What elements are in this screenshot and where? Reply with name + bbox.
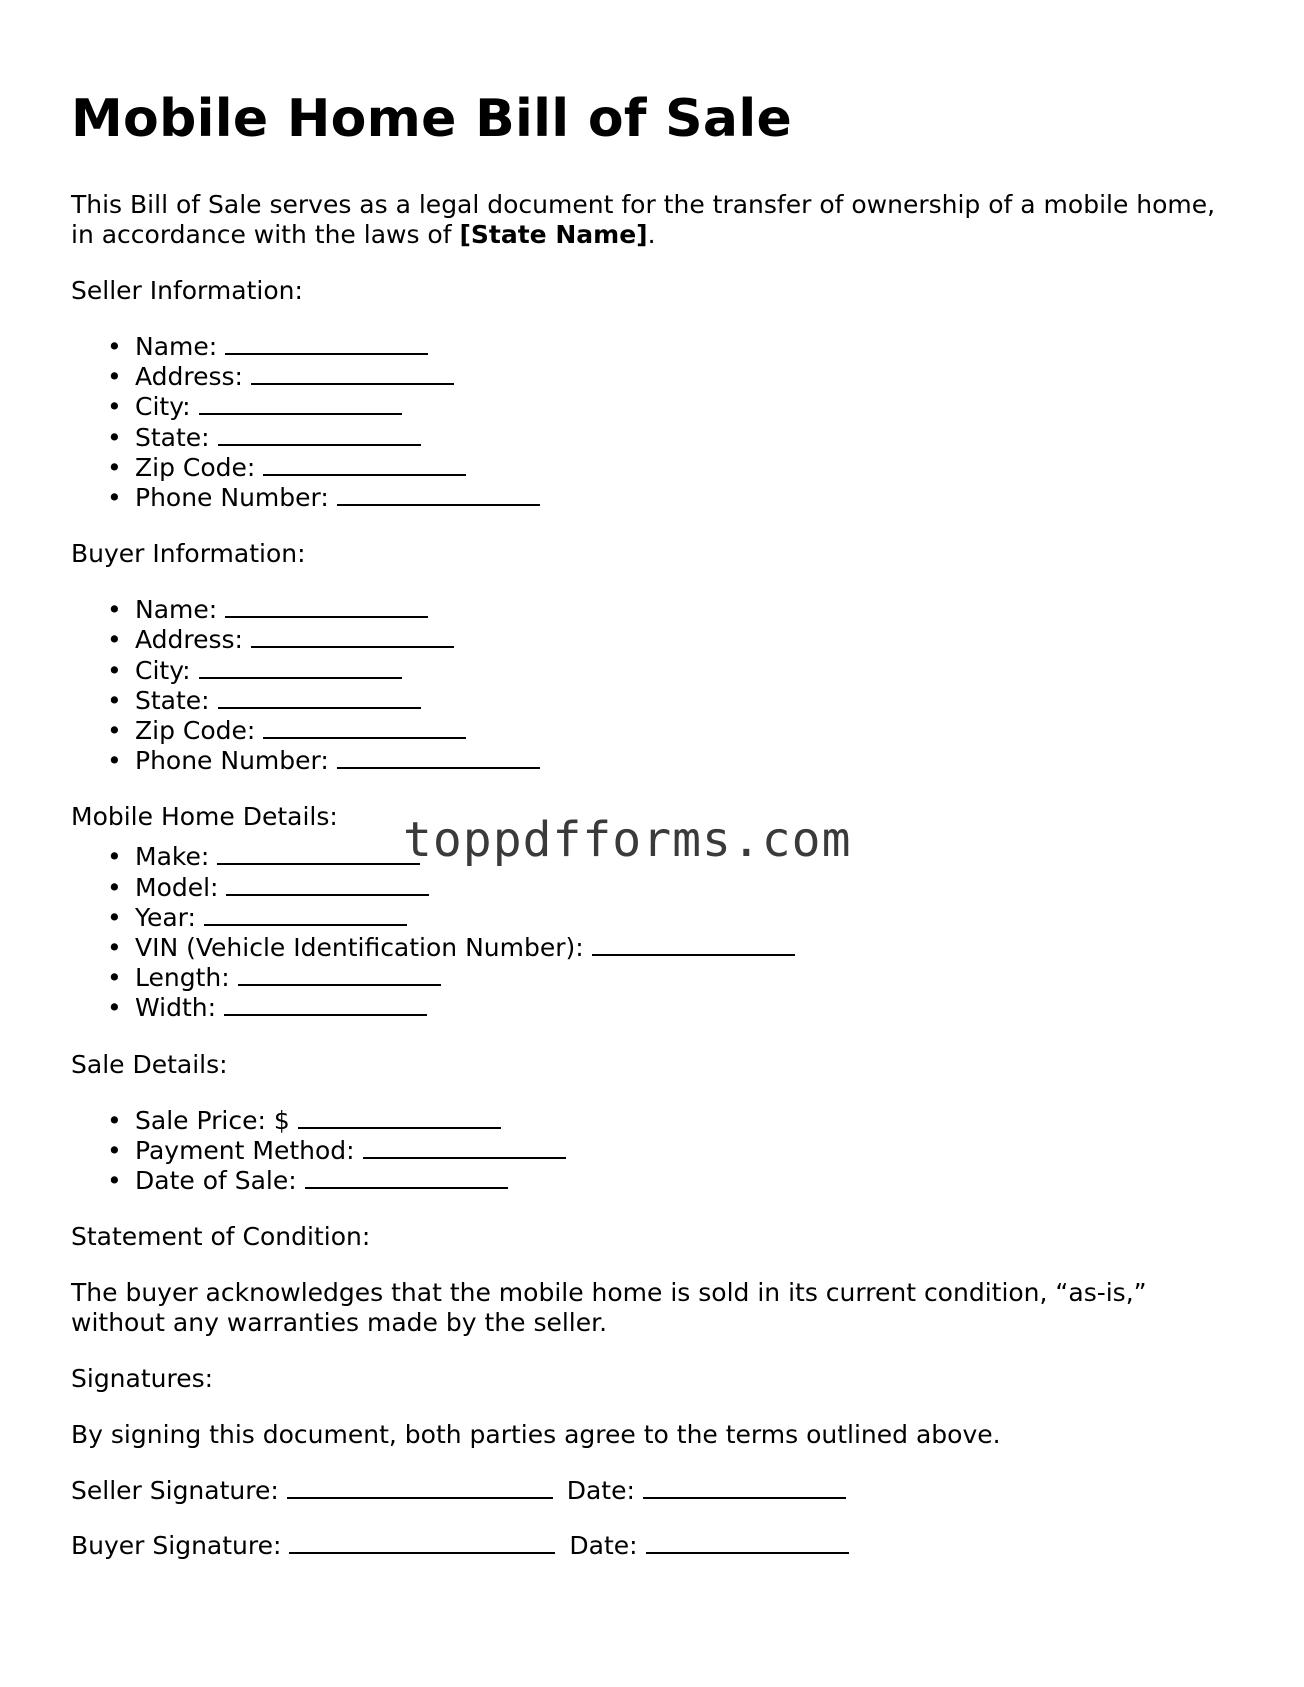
blank-line[interactable] [363, 1139, 566, 1159]
list-item: • Name: [71, 332, 1231, 362]
blank-line[interactable] [225, 598, 428, 618]
list-item: • Zip Code: [71, 453, 1231, 483]
list-item: • City: [71, 392, 1231, 422]
state-name-placeholder: [State Name] [459, 220, 648, 249]
list-item: • State: [71, 423, 1231, 453]
condition-heading: Statement of Condition: [71, 1222, 371, 1252]
seller-fields [71, 332, 1231, 513]
signatures-heading: Signatures: [71, 1364, 214, 1394]
list-item: • Year: [71, 903, 1231, 933]
signatures-text: By signing this document, both parties agree to the terms outlined above. [71, 1420, 1001, 1450]
list-item: • City: [71, 656, 1231, 686]
blank-line[interactable] [199, 395, 402, 415]
list-item: • Zip Code: [71, 716, 1231, 746]
buyer-fields [71, 595, 1231, 776]
list-item: • Make: [71, 842, 1231, 872]
blank-line[interactable] [337, 749, 540, 769]
blank-line[interactable] [218, 689, 421, 709]
list-item: • Date of Sale: [71, 1166, 1231, 1196]
blank-line[interactable] [225, 335, 428, 355]
condition-text: The buyer acknowledges that the mobile home is sold in its current condition, “as-is,” without any warranties made by the seller. [71, 1278, 1147, 1338]
blank-line[interactable] [592, 936, 795, 956]
blank-line[interactable] [298, 1109, 501, 1129]
sale-heading: Sale Details: [71, 1049, 228, 1079]
list-item: • Address: [71, 362, 1231, 392]
blank-line[interactable] [263, 456, 466, 476]
blank-line[interactable] [218, 426, 421, 446]
buyer-heading: Buyer Information: [71, 539, 306, 569]
list-item: • Name: [71, 595, 1231, 625]
list-item: • Sale Price: $ [71, 1106, 1231, 1136]
list-item: • Payment Method: [71, 1136, 1231, 1166]
blank-line[interactable] [204, 906, 407, 926]
buyer-date-blank[interactable] [646, 1534, 849, 1554]
blank-line[interactable] [263, 719, 466, 739]
blank-line[interactable] [305, 1169, 508, 1189]
list-item: • Phone Number: [71, 746, 1231, 776]
list-item: • Width: [71, 993, 1231, 1023]
list-item: • Model: [71, 873, 1231, 903]
seller-signature-line: Seller Signature: Date: [71, 1476, 1231, 1506]
seller-heading: Seller Information: [71, 276, 303, 305]
list-item: • Address: [71, 625, 1231, 655]
blank-line[interactable] [226, 876, 429, 896]
sale-fields [71, 1106, 1231, 1197]
seller-signature-blank[interactable] [287, 1479, 553, 1499]
home-heading: Mobile Home Details: [71, 802, 338, 832]
list-item: • State: [71, 686, 1231, 716]
blank-line[interactable] [251, 628, 454, 648]
document-title: Mobile Home Bill of Sale [71, 89, 793, 149]
list-item: • Phone Number: [71, 483, 1231, 513]
buyer-signature-blank[interactable] [289, 1534, 555, 1554]
blank-line[interactable] [217, 845, 420, 865]
blank-line[interactable] [238, 966, 441, 986]
blank-line[interactable] [224, 996, 427, 1016]
blank-line[interactable] [199, 659, 402, 679]
blank-line[interactable] [251, 365, 454, 385]
list-item: • Length: [71, 963, 1231, 993]
intro-paragraph: This Bill of Sale serves as a legal document for the transfer of ownership of a mobile home, in accordance with the laws of [State Name]. [71, 190, 1216, 249]
buyer-signature-line: Buyer Signature: Date: [71, 1531, 1231, 1561]
list-item: • VIN (Vehicle Identification Number): [71, 933, 1231, 963]
seller-date-blank[interactable] [643, 1479, 846, 1499]
blank-line[interactable] [337, 486, 540, 506]
watermark: toppdfforms.com [403, 812, 852, 868]
home-fields [71, 842, 1231, 1023]
